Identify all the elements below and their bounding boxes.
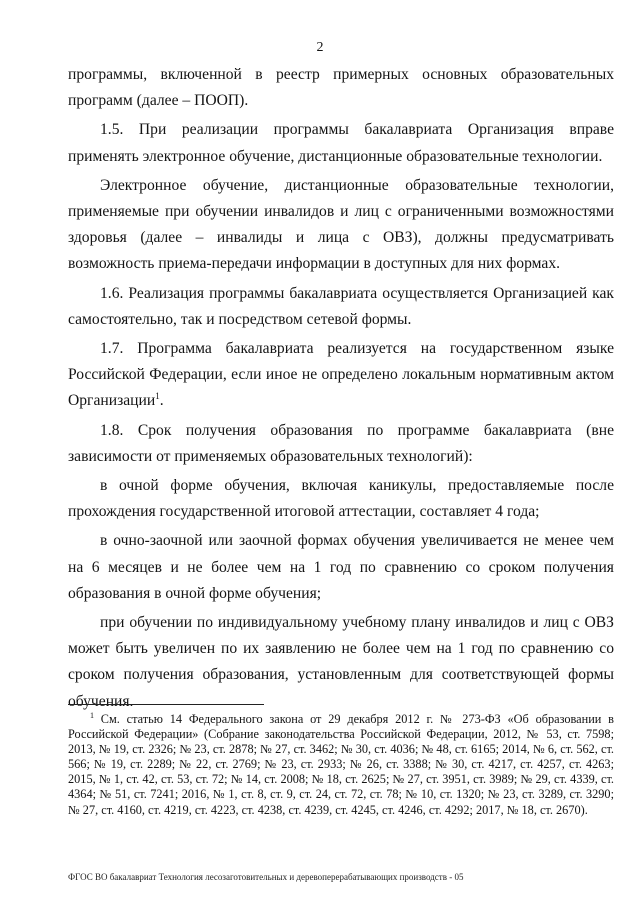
paragraph-1-8: 1.8. Срок получения образования по программе бакалавриата (вне зависимости от применяемых образовательных технологий): xyxy=(68,421,614,465)
paragraph-e-learning-disabilities: Электронное обучение, дистанционные образовательные технологии, применяемые при обучении инвалидов и лиц с ограниченными возможностями здоровья (далее – инвалиды и лица с ОВЗ), должны предусматривать возможность приема-передачи информации в доступных для них формах. xyxy=(68,176,614,273)
paragraph-1-7 xyxy=(68,336,614,415)
footnote-reference: 1 xyxy=(155,391,160,402)
paragraph-1-7-end: . xyxy=(159,392,164,410)
paragraph-full-time: в очной форме обучения, включая каникулы, предоставляемые после прохождения государственной итоговой аттестации, составляет 4 года; xyxy=(68,477,614,521)
footnote xyxy=(68,712,614,818)
paragraph-1-5: 1.5. При реализации программы бакалавриата Организация вправе применять электронное обучение, дистанционные образовательные технологии. xyxy=(68,121,614,165)
page-footer: ФГОС ВО бакалавриат Технология лесозаготовительных и деревоперерабатывающих производств - 05 xyxy=(68,872,464,882)
footnote-text: См. статью 14 Федерального закона от 29 декабря 2012 г. № 273-ФЗ «Об образовании в Российской Федерации» (Собрание законодательства Российской Федерации, 2012, № 53, ст. 7598; 2013, № 19, ст. 2326; № 23, ст. 2878; № 27, ст. 3462; № 30, ст. 4036; № 48, ст. 6165; 2014, № 6, ст. 562, ст. 566; № 19, ст. 2289; № 22, ст. 2769; № 23, ст. 2933; № 26, ст. 3388; № 30, ст. 4217, ст. 4257, ст. 4263; 2015, № 1, ст. 42, ст. 53, ст. 72; № 14, ст. 2008; № 18, ст. 2625; № 27, ст. 3951, ст. 3989; № 29, ст. 4339, ст. 4364; № 51, ст. 7241; 2016, № 1, ст. 8, ст. 9, ст. 24, ст. 72, ст. 78; № 10, ст. 1320; № 23, ст. 3289, ст. 3290; № 27, ст. 4160, ст. 4219, ст. 4223, ст. 4238, ст. 4239, ст. 4245, ст. 4246, ст. 4292; 2017, № 18, ст. 2670). xyxy=(68,712,614,817)
document-body xyxy=(68,62,614,715)
paragraph-individual-plan: при обучении по индивидуальному учебному плану инвалидов и лиц с ОВЗ может быть увеличен по их заявлению не более чем на 1 год по сравнению со сроком получения образования, установленным для соответствующей формы обучения. xyxy=(68,614,614,710)
page-number: 2 xyxy=(316,40,324,55)
paragraph-part-time: в очно-заочной или заочной формах обучения увеличивается не менее чем на 6 месяцев и не более чем на 1 год по сравнению со сроком получения образования в очной форме обучения; xyxy=(68,532,614,602)
paragraph-1-6: 1.6. Реализация программы бакалавриата осуществляется Организацией как самостоятельно, так и посредством сетевой формы. xyxy=(68,284,614,328)
footnote-mark: 1 xyxy=(90,711,94,720)
paragraph-continuation: программы, включенной в реестр примерных основных образовательных программ (далее – ПООП). xyxy=(68,66,614,110)
paragraph-1-7-text: 1.7. Программа бакалавриата реализуется на государственном языке Российской Федерации, если иное не определено локальным нормативным актом Организации xyxy=(68,340,614,410)
footnote-divider xyxy=(68,704,264,705)
